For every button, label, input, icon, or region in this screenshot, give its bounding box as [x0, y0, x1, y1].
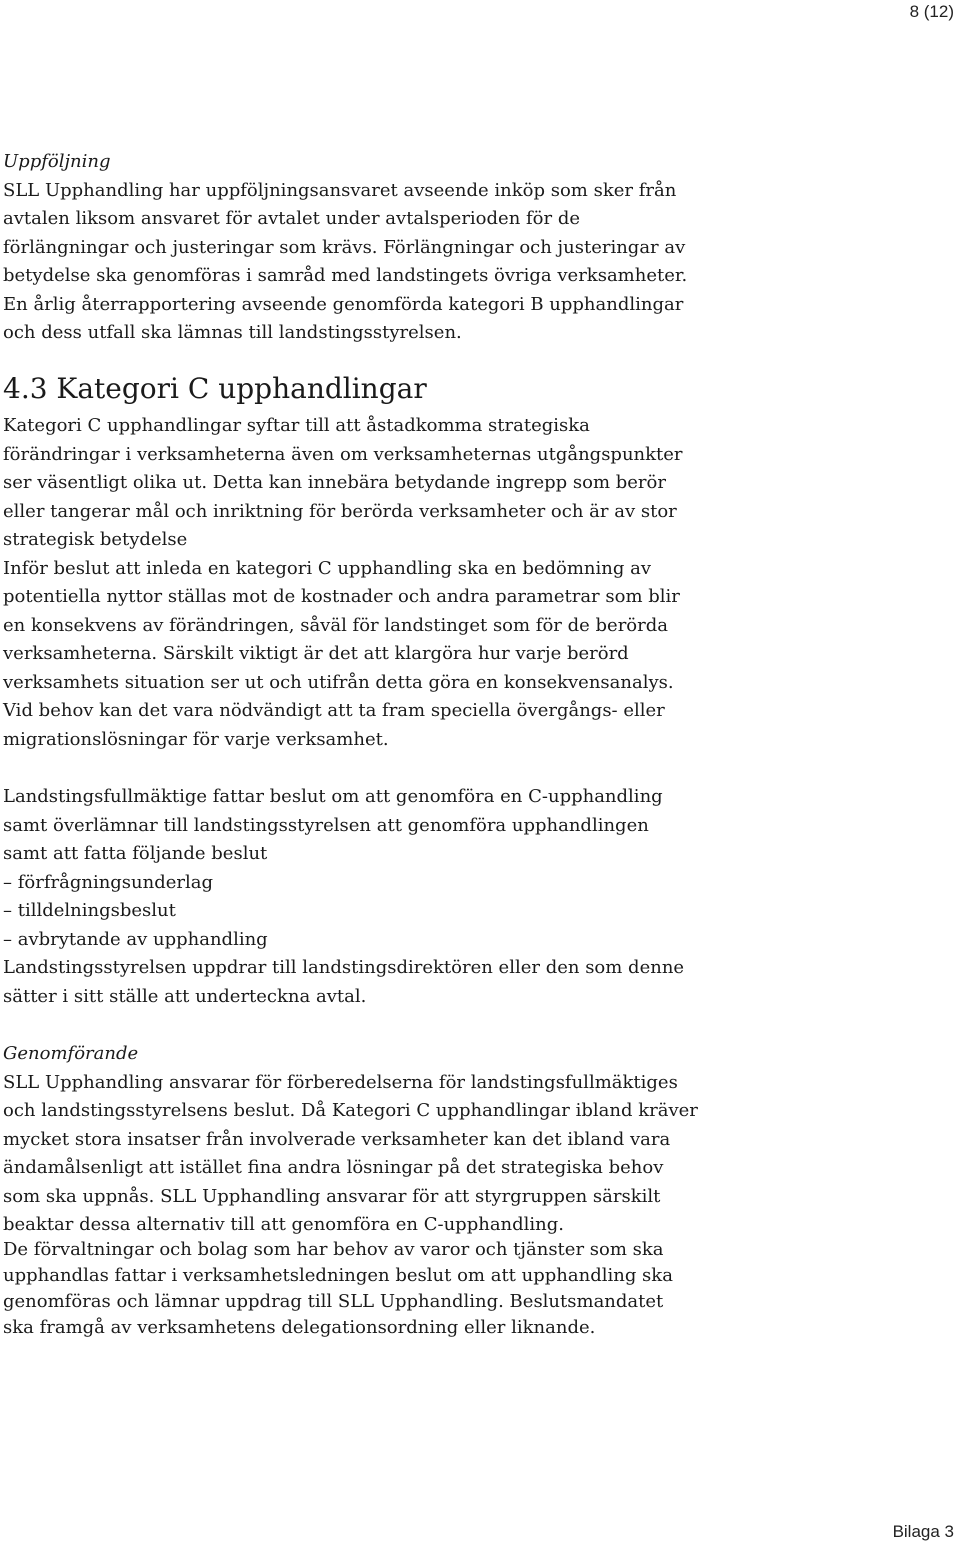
section-uppfoljning: [3, 148, 943, 348]
text-line: – förfrågningsunderlag: [3, 871, 214, 893]
text-line: avtalen liksom ansvaret för avtalet under avtalsperioden för de: [3, 208, 581, 229]
text-line: och dess utfall ska lämnas till landstingsstyrelsen.: [3, 322, 462, 343]
uppfoljning-text: [3, 177, 943, 348]
text-line: Landstingsstyrelsen uppdrar till landstingsdirektören eller den som denne: [3, 957, 685, 978]
section-genomforande: [3, 1040, 943, 1240]
text-line: Landstingsfullmäktige fattar beslut om att genomföra en C-upphandling: [3, 786, 663, 807]
text-line: Vid behov kan det vara nödvändigt att ta fram speciella övergångs- eller: [3, 700, 665, 721]
text-line: som ska uppnås. SLL Upphandling ansvarar för att styrgruppen särskilt: [3, 1185, 661, 1207]
text-line: och landstingsstyrelsens beslut. Då Kategori C upphandlingar ibland kräver: [3, 1100, 698, 1121]
genomforande-paragraph-2-text: [3, 1237, 943, 1341]
text-line: beaktar dessa alternativ till att genomföra en C-upphandling.: [3, 1214, 565, 1235]
text-line: eller tangerar mål och inriktning för berörda verksamheter och är av stor: [3, 500, 677, 522]
text-line: verksamheterna. Särskilt viktigt är det att klargöra hur varje berörd: [3, 643, 629, 664]
text-line: genomföras och lämnar uppdrag till SLL Upphandling. Beslutsmandatet: [3, 1291, 664, 1312]
section-title-genomforande: Genomförande: [3, 1043, 139, 1064]
kategori-c-paragraph-1-text: [3, 412, 943, 754]
text-line: – tilldelningsbeslut: [3, 900, 176, 921]
text-line: samt att fatta följande beslut: [3, 843, 268, 864]
text-line: SLL Upphandling ansvarar för förberedelserna för landstingsfullmäktiges: [3, 1071, 678, 1093]
text-line: strategisk betydelse: [3, 529, 188, 550]
kategori-c-paragraph-2: [3, 783, 943, 1011]
text-line: betydelse ska genomföras i samråd med landstingets övriga verksamheter.: [3, 265, 688, 286]
genomforande-paragraph-2: [3, 1237, 943, 1341]
text-line: Kategori C upphandlingar syftar till att åstadkomma strategiska: [3, 415, 590, 436]
text-line: upphandlas fattar i verksamhetsledningen beslut om att upphandling ska: [3, 1265, 673, 1286]
text-line: ska framgå av verksamhetens delegationsordning eller liknande.: [3, 1317, 596, 1338]
text-line: samt överlämnar till landstingsstyrelsen att genomföra upphandlingen: [3, 814, 649, 836]
kategori-c-paragraph-2-text: [3, 783, 943, 1011]
text-line: en konsekvens av förändringen, såväl för landstinget som för de berörda: [3, 614, 668, 636]
kategori-c-paragraph-1: [3, 412, 943, 754]
section-title-uppfoljning: Uppföljning: [3, 151, 111, 172]
text-line: potentiella nyttor ställas mot de kostnader och andra parametrar som blir: [3, 586, 680, 607]
text-line: förlängningar och justeringar som krävs. Förlängningar och justeringar av: [3, 236, 686, 258]
genomforande-paragraph-1-text: [3, 1069, 943, 1240]
text-line: De förvaltningar och bolag som har behov av varor och tjänster som ska: [3, 1239, 664, 1260]
text-line: En årlig återrapportering avseende genomförda kategori B upphandlingar: [3, 293, 684, 315]
text-line: migrationslösningar för varje verksamhet.: [3, 728, 389, 750]
footer-label: Bilaga 3: [892, 1522, 954, 1541]
text-line: sätter i sitt ställe att underteckna avtal.: [3, 985, 367, 1007]
text-line: Inför beslut att inleda en kategori C upphandling ska en bedömning av: [3, 557, 652, 579]
heading-kategori-c: 4.3 Kategori C upphandlingar: [3, 372, 427, 405]
text-line: – avbrytande av upphandling: [3, 928, 268, 950]
page-number: 8 (12): [909, 2, 954, 21]
text-line: mycket stora insatser från involverade verksamheter kan det ibland vara: [3, 1128, 671, 1150]
text-line: förändringar i verksamheterna även om verksamheternas utgångspunkter: [3, 443, 683, 465]
text-line: ändamålsenligt att istället fina andra lösningar på det strategiska behov: [3, 1157, 664, 1178]
text-line: verksamhets situation ser ut och utifrån detta göra en konsekvensanalys.: [3, 671, 674, 693]
text-line: SLL Upphandling har uppföljningsansvaret avseende inköp som sker från: [3, 179, 677, 201]
text-line: ser väsentligt olika ut. Detta kan innebära betydande ingrepp som berör: [3, 472, 666, 493]
